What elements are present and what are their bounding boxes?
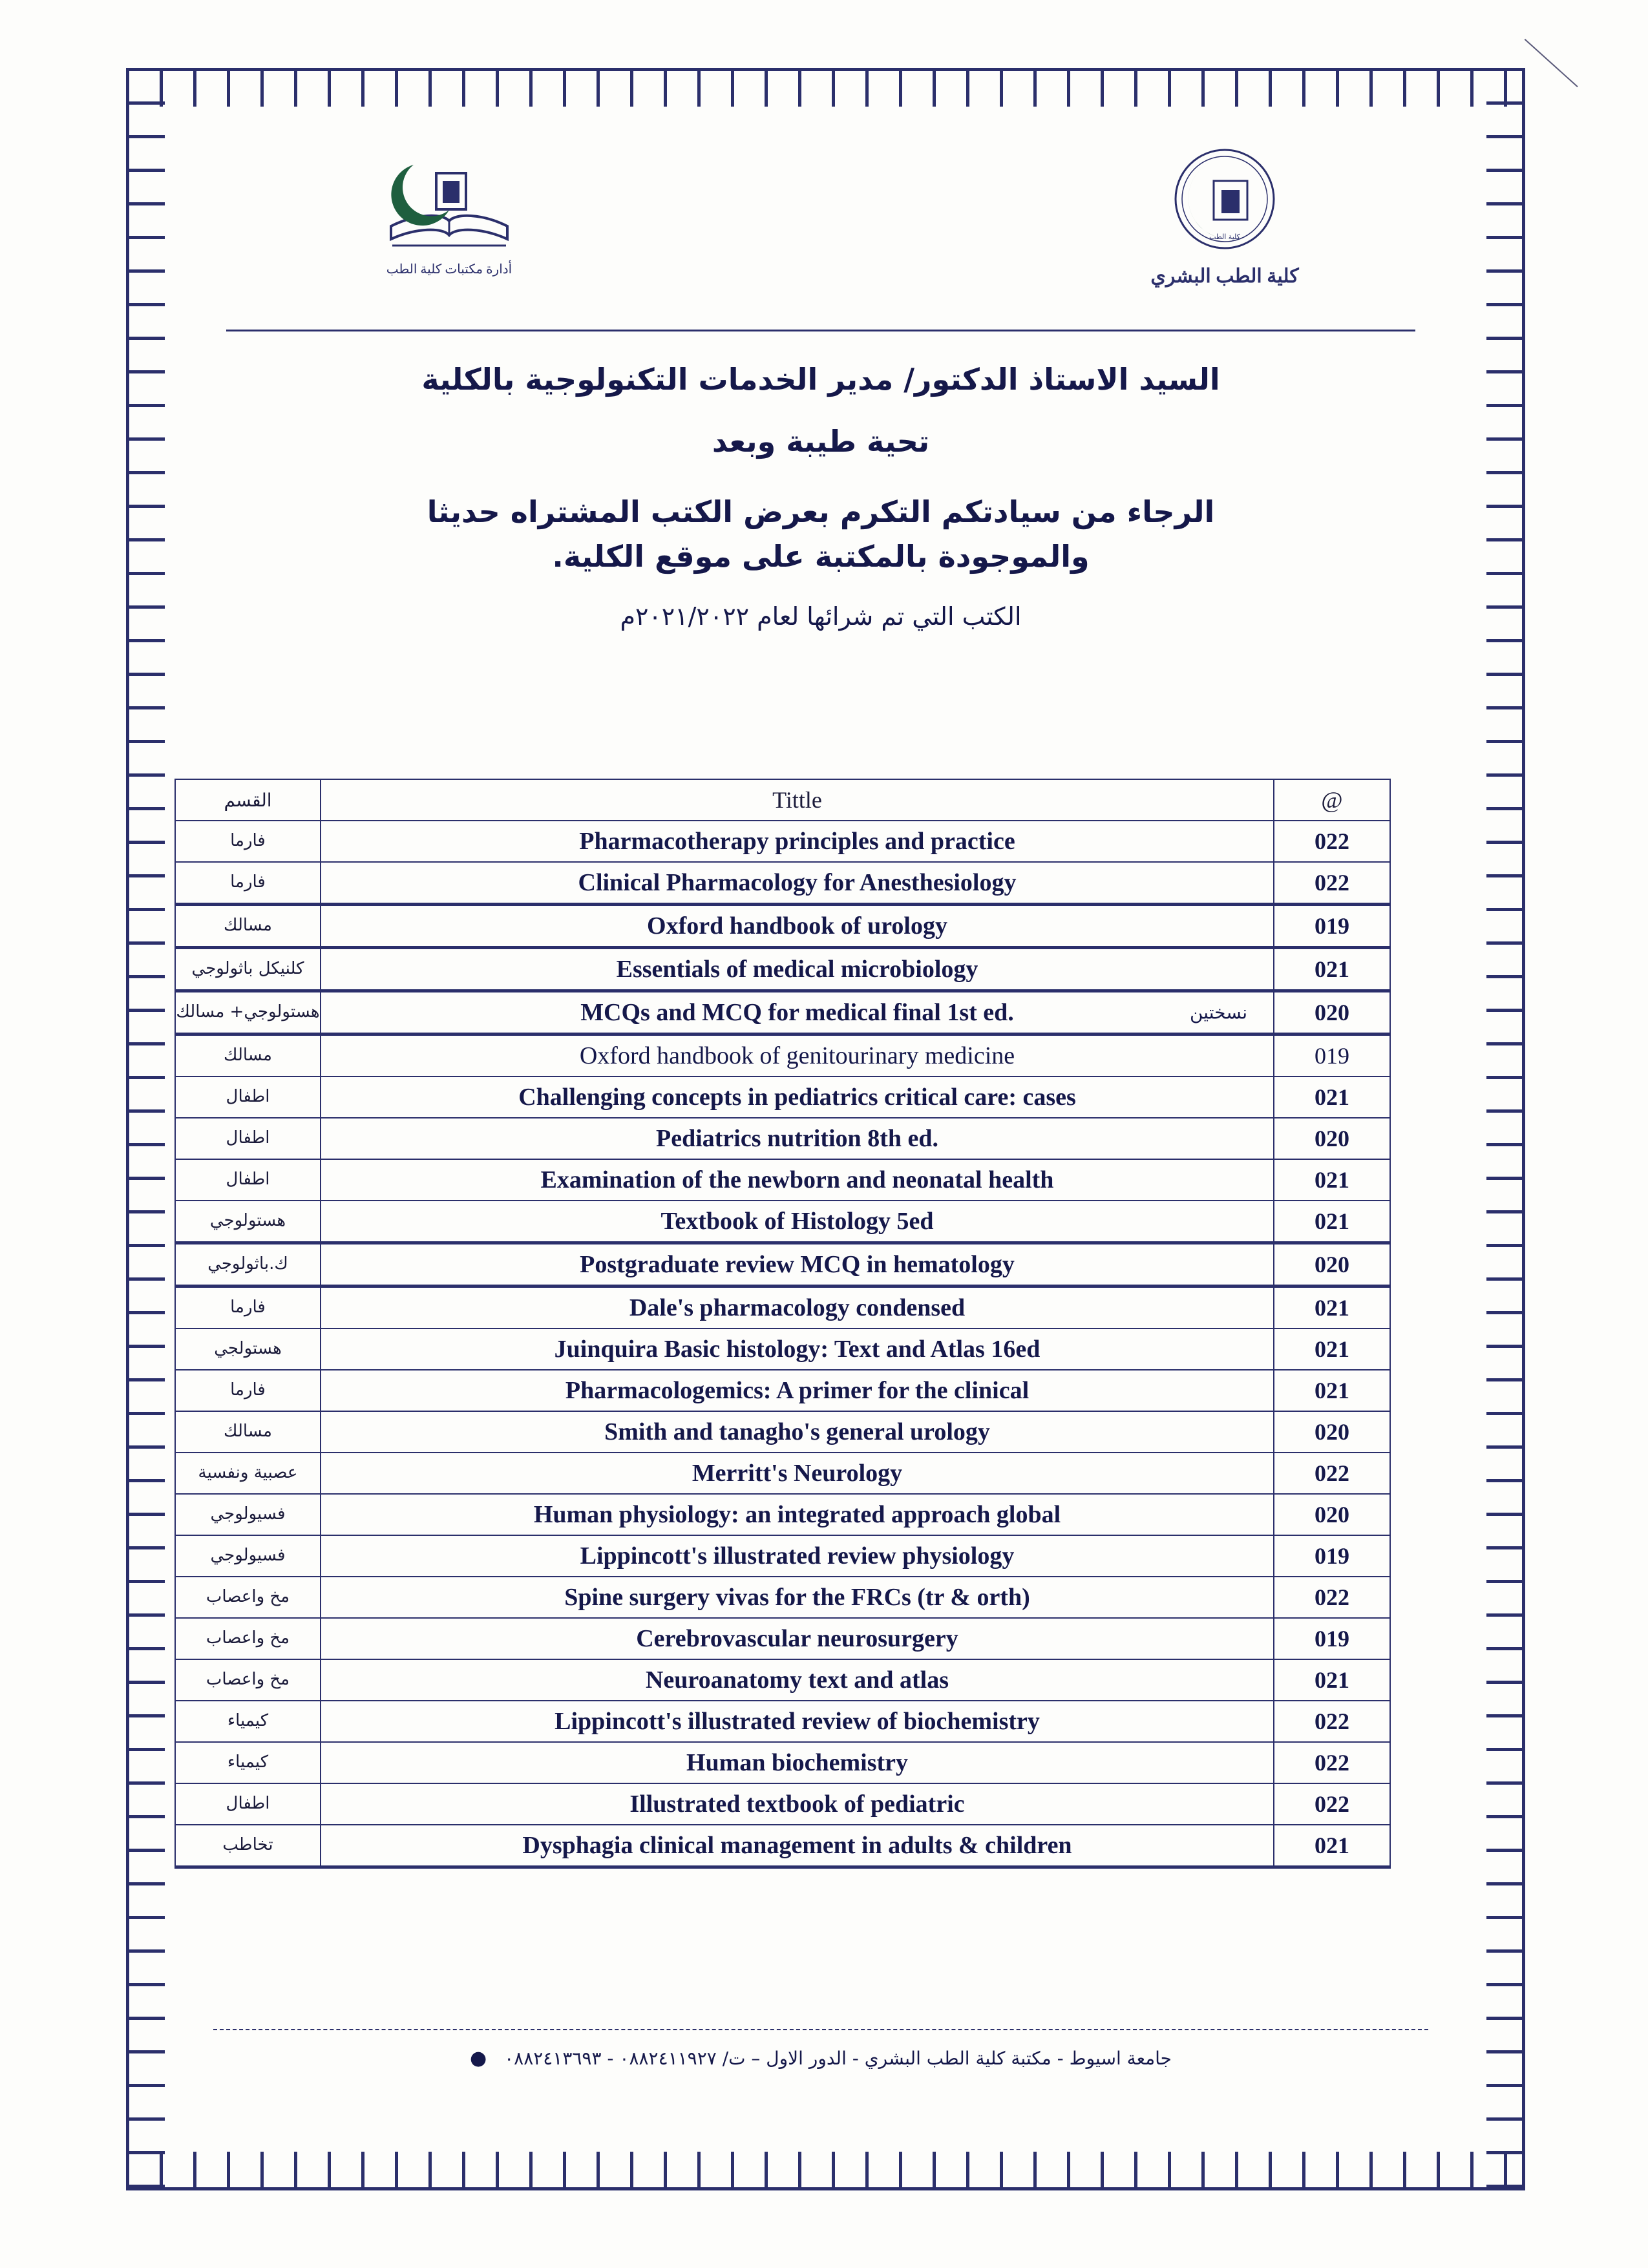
crescent-seal-icon <box>1150 142 1299 258</box>
faculty-seal <box>1118 142 1331 304</box>
cell-code: 020 <box>1274 991 1390 1034</box>
table-row <box>175 1159 1390 1201</box>
cell-code: 020 <box>1274 1494 1390 1535</box>
cell-department: اطفال <box>175 1159 321 1201</box>
cell-title: Oxford handbook of genitourinary medicine <box>321 1034 1274 1077</box>
cell-title: Dysphagia clinical management in adults & children <box>321 1825 1274 1867</box>
cell-department: فسيولوجي <box>175 1535 321 1577</box>
cell-code: 019 <box>1274 905 1390 948</box>
table-row <box>175 862 1390 905</box>
cell-title: Challenging concepts in pediatrics critical care: cases <box>321 1076 1274 1118</box>
cell-title: Textbook of Histology 5ed <box>321 1201 1274 1243</box>
cell-department: مخ واعصاب <box>175 1659 321 1701</box>
table-row <box>175 1535 1390 1577</box>
header-code: @ <box>1274 779 1390 821</box>
cell-department: مسالك <box>175 1411 321 1453</box>
cell-title: Human physiology: an integrated approach global <box>321 1494 1274 1535</box>
cell-code: 020 <box>1274 1243 1390 1286</box>
library-logo-caption: أدارة مكتبات كلية الطب <box>386 262 512 277</box>
list-subtitle: الكتب التي تم شرائها لعام ٢٠٢١/٢٠٢٢م <box>620 602 1022 631</box>
request-line-2: والموجودة بالمكتبة على موقع الكلية. <box>552 539 1090 574</box>
cell-title: Pharmacotherapy principles and practice <box>321 821 1274 862</box>
svg-text:كلية الطب: كلية الطب <box>1209 233 1240 241</box>
cell-code: 021 <box>1274 1328 1390 1370</box>
document-header <box>226 136 1415 336</box>
library-logo <box>343 149 556 297</box>
cell-title: Lippincott's illustrated review physiology <box>321 1535 1274 1577</box>
cell-note: نسختين <box>1189 1002 1247 1024</box>
table-row <box>175 1742 1390 1783</box>
cell-title: Illustrated textbook of pediatric <box>321 1783 1274 1825</box>
table-row <box>175 1076 1390 1118</box>
header-title: Tittle <box>321 779 1274 821</box>
cell-department: مسالك <box>175 905 321 948</box>
table-row <box>175 1453 1390 1494</box>
books-table-body <box>175 821 1390 1867</box>
cell-code: 022 <box>1274 1701 1390 1742</box>
table-row <box>175 1286 1390 1329</box>
cell-department: هستولوجي+ مسالك <box>175 991 321 1034</box>
cell-department: اطفال <box>175 1783 321 1825</box>
page-border-right <box>1486 68 1525 2190</box>
letter-intro <box>226 362 1415 631</box>
cell-department: مخ واعصاب <box>175 1618 321 1659</box>
table-row <box>175 1370 1390 1411</box>
faculty-name: كلية الطب البشري <box>1150 266 1299 287</box>
cell-code: 022 <box>1274 1453 1390 1494</box>
books-table <box>174 779 1391 1869</box>
cell-department: مخ واعصاب <box>175 1577 321 1618</box>
cell-code: 019 <box>1274 1034 1390 1077</box>
cell-title: Postgraduate review MCQ in hematology <box>321 1243 1274 1286</box>
cell-title: Clinical Pharmacology for Anesthesiology <box>321 862 1274 905</box>
footer-contact <box>213 2047 1428 2070</box>
request-line-1: الرجاء من سيادتكم التكرم بعرض الكتب المشتراه حديثا <box>427 494 1215 529</box>
table-row <box>175 1825 1390 1867</box>
cell-code: 021 <box>1274 1159 1390 1201</box>
table-row <box>175 1701 1390 1742</box>
cell-department: فسيولوجي <box>175 1494 321 1535</box>
table-row <box>175 1118 1390 1159</box>
cell-code: 019 <box>1274 1535 1390 1577</box>
table-row <box>175 1243 1390 1286</box>
cell-title: MCQs and MCQ for medical final 1st ed. نسختين <box>321 991 1274 1034</box>
cell-code: 020 <box>1274 1118 1390 1159</box>
cell-title: Examination of the newborn and neonatal health <box>321 1159 1274 1201</box>
footer-divider <box>213 2029 1428 2030</box>
table-row <box>175 1201 1390 1243</box>
cell-title: Cerebrovascular neurosurgery <box>321 1618 1274 1659</box>
cell-department: فارما <box>175 821 321 862</box>
cell-code: 021 <box>1274 1825 1390 1867</box>
cell-code: 021 <box>1274 1370 1390 1411</box>
cell-title: Juinquira Basic histology: Text and Atlas 16ed <box>321 1328 1274 1370</box>
table-row <box>175 991 1390 1034</box>
cell-code: 019 <box>1274 1618 1390 1659</box>
table-row <box>175 1494 1390 1535</box>
cell-title: Lippincott's illustrated review of biochemistry <box>321 1701 1274 1742</box>
cell-title: Human biochemistry <box>321 1742 1274 1783</box>
footer-contact-text: جامعة اسيوط - مكتبة كلية الطب البشري - الدور الاول – ت/ ٠٨٨٢٤١١٩٢٧ - ٠٨٨٢٤١٣٦٩٣ <box>504 2048 1172 2069</box>
cell-code: 021 <box>1274 1286 1390 1329</box>
cell-title: Spine surgery vivas for the FRCs (tr & orth) <box>321 1577 1274 1618</box>
table-row <box>175 1577 1390 1618</box>
cell-title: Pharmacologemics: A primer for the clinical <box>321 1370 1274 1411</box>
page-border-top <box>126 68 1525 107</box>
cell-code: 022 <box>1274 1577 1390 1618</box>
cell-title: Dale's pharmacology condensed <box>321 1286 1274 1329</box>
header-divider <box>226 330 1415 331</box>
books-table-container <box>174 779 1389 1869</box>
cell-department: اطفال <box>175 1118 321 1159</box>
table-row <box>175 1411 1390 1453</box>
cell-department: كيمياء <box>175 1742 321 1783</box>
cell-code: 022 <box>1274 821 1390 862</box>
page-border-left <box>126 68 165 2190</box>
cell-code: 020 <box>1274 1411 1390 1453</box>
table-row <box>175 1034 1390 1077</box>
table-row <box>175 948 1390 991</box>
table-row <box>175 1618 1390 1659</box>
cell-code: 022 <box>1274 1742 1390 1783</box>
cell-code: 021 <box>1274 1076 1390 1118</box>
cell-department: كيمياء <box>175 1701 321 1742</box>
cell-department: هستولوجي <box>175 1201 321 1243</box>
cell-code: 021 <box>1274 1201 1390 1243</box>
open-book-icon <box>352 149 546 258</box>
footer-bullet-icon: ● <box>470 2047 487 2070</box>
cell-code: 022 <box>1274 1783 1390 1825</box>
cell-department: عصبية ونفسية <box>175 1453 321 1494</box>
cell-title: Essentials of medical microbiology <box>321 948 1274 991</box>
cell-department: هستولجي <box>175 1328 321 1370</box>
cell-department: فارما <box>175 862 321 905</box>
cell-department: فارما <box>175 1370 321 1411</box>
cell-code: 021 <box>1274 1659 1390 1701</box>
cell-department: ك.باثولوجي <box>175 1243 321 1286</box>
addressee-line: السيد الاستاذ الدكتور/ مدير الخدمات التكنولوجية بالكلية <box>421 362 1220 397</box>
cell-department: فارما <box>175 1286 321 1329</box>
corner-pen-mark <box>1525 39 1583 97</box>
page-border-bottom <box>126 2152 1525 2190</box>
greeting-line: تحية طيبة وبعد <box>712 424 930 459</box>
table-row <box>175 905 1390 948</box>
cell-department: كلنيكل باثولوجي <box>175 948 321 991</box>
table-header-row <box>175 779 1390 821</box>
table-row <box>175 1659 1390 1701</box>
table-row <box>175 821 1390 862</box>
cell-department: مسالك <box>175 1034 321 1077</box>
cell-department: اطفال <box>175 1076 321 1118</box>
cell-title: Pediatrics nutrition 8th ed. <box>321 1118 1274 1159</box>
cell-code: 022 <box>1274 862 1390 905</box>
table-row <box>175 1328 1390 1370</box>
cell-department: تخاطب <box>175 1825 321 1867</box>
cell-title: Neuroanatomy text and atlas <box>321 1659 1274 1701</box>
cell-code: 021 <box>1274 948 1390 991</box>
table-row <box>175 1783 1390 1825</box>
cell-title: Merritt's Neurology <box>321 1453 1274 1494</box>
header-department: القسم <box>175 779 321 821</box>
cell-title: Oxford handbook of urology <box>321 905 1274 948</box>
cell-title: Smith and tanagho's general urology <box>321 1411 1274 1453</box>
document-footer <box>213 2029 1428 2070</box>
